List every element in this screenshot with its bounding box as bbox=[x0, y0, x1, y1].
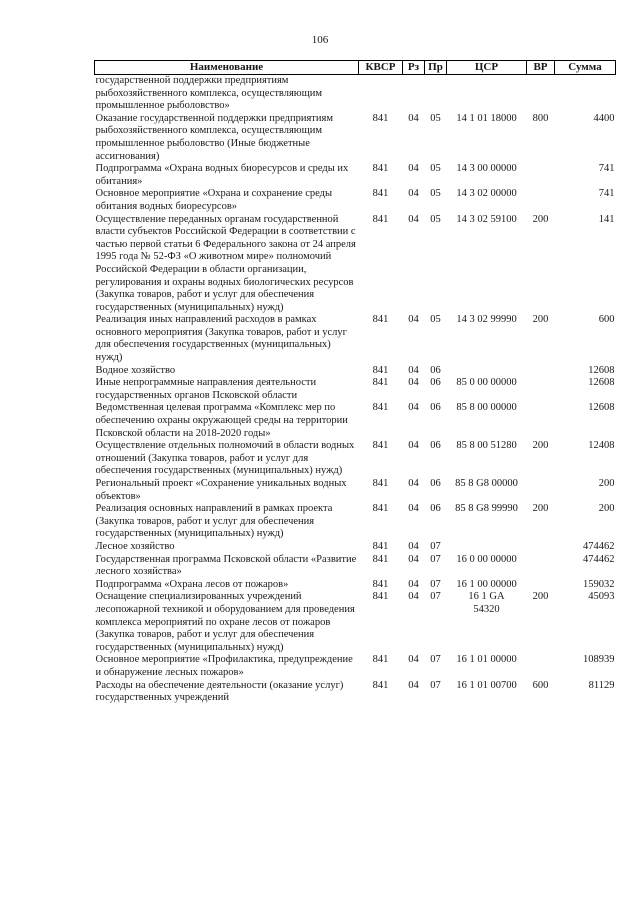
cell-rz: 04 bbox=[408, 377, 419, 389]
cell-rz: 04 bbox=[408, 213, 419, 225]
cell-pr bbox=[425, 75, 447, 113]
cell-kvsr: 841 bbox=[372, 654, 389, 666]
cell-name: Оказание государственной поддержки предприятиям рыбохозяйственного комплекса, осуществляющим промышленное рыболовство (Иные бюджетные ассигнования) bbox=[95, 112, 333, 162]
cell-name: Оснащение специализированных учреждений лесопожарной техникой и оборудованием для проведения комплекса мероприятий по охране лесов от пожаров (Закупка товаров, работ и услуг для обеспечения государственных (муниципальных) нужд) bbox=[95, 591, 355, 653]
cell-rz: 04 bbox=[408, 314, 419, 326]
table-row bbox=[95, 188, 616, 213]
cell-vr bbox=[527, 554, 555, 579]
cell-csr: 16 1 GA 54320 bbox=[468, 591, 505, 615]
cell-rz bbox=[403, 75, 425, 113]
cell-name: Расходы на обеспечение деятельности (оказание услуг) государственных учреждений bbox=[95, 679, 344, 704]
cell-sum: 4400 bbox=[593, 112, 615, 124]
cell-rz: 04 bbox=[408, 402, 419, 414]
cell-kvsr: 841 bbox=[372, 540, 389, 552]
cell-name: Водное хозяйство bbox=[95, 364, 176, 376]
cell-csr: 14 1 01 18000 bbox=[456, 112, 517, 124]
cell-rz: 04 bbox=[408, 163, 419, 175]
cell-name: Осуществление отдельных полномочий в области водных отношений (Закупка товаров, работ и услуг для обеспечения государственных (муниципальных) нужд) bbox=[95, 440, 355, 477]
cell-name: Иные непрограммные направления деятельности государственных органов Псковской области bbox=[95, 377, 317, 401]
cell-pr: 06 bbox=[430, 440, 441, 452]
table-row bbox=[95, 503, 616, 541]
table-row bbox=[95, 365, 616, 378]
table-header-row bbox=[95, 61, 616, 75]
header-csr: ЦСР bbox=[447, 61, 527, 75]
cell-name: Реализация иных направлений расходов в рамках основного мероприятия (Закупка товаров, работ и услуг для обеспечения государственных (муниципальных) нужд) bbox=[95, 314, 347, 364]
cell-csr: 85 8 G8 99990 bbox=[455, 503, 518, 515]
cell-vr bbox=[527, 402, 555, 440]
header-vr: ВР bbox=[527, 61, 555, 75]
cell-vr: 200 bbox=[532, 314, 549, 326]
cell-sum: 741 bbox=[598, 188, 615, 200]
cell-pr: 07 bbox=[430, 679, 441, 691]
cell-sum: 45093 bbox=[588, 591, 615, 603]
cell-sum: 200 bbox=[598, 478, 615, 489]
cell-sum: 12608 bbox=[588, 364, 615, 376]
cell-pr: 07 bbox=[430, 578, 441, 590]
cell-rz: 04 bbox=[408, 540, 419, 552]
cell-vr bbox=[527, 163, 555, 188]
cell-rz: 04 bbox=[408, 578, 419, 590]
cell-csr: 14 3 02 99990 bbox=[456, 314, 517, 326]
table-row bbox=[95, 377, 616, 402]
cell-csr bbox=[447, 75, 527, 113]
table-row bbox=[95, 654, 616, 679]
cell-kvsr: 841 bbox=[372, 314, 389, 326]
cell-rz: 04 bbox=[408, 591, 419, 603]
cell-kvsr bbox=[359, 75, 403, 113]
cell-name: Подпрограмма «Охрана лесов от пожаров» bbox=[95, 578, 289, 590]
cell-csr: 14 3 02 00000 bbox=[456, 188, 517, 200]
cell-sum: 108939 bbox=[583, 654, 615, 666]
cell-vr bbox=[527, 654, 555, 679]
cell-name: государственной поддержки предприятиям рыбохозяйственного комплекса, осуществляющим промышленное рыболовство» bbox=[95, 75, 322, 112]
cell-sum: 600 bbox=[598, 314, 615, 326]
cell-csr: 16 0 00 00000 bbox=[456, 553, 517, 565]
cell-pr: 05 bbox=[430, 188, 441, 200]
table-row bbox=[95, 214, 616, 315]
cell-name: Основное мероприятие «Охрана и сохранение среды обитания водных биоресурсов» bbox=[95, 188, 333, 212]
cell-pr: 06 bbox=[430, 503, 441, 515]
cell-rz: 04 bbox=[408, 364, 419, 376]
cell-pr: 05 bbox=[430, 112, 441, 124]
cell-name: Осуществление переданных органам государственной власти субъектов Российской Федерации в соответствии с частью первой статьи 6 Федерального закона от 24 апреля 1995 года № 52-ФЗ «О животном мире» полномочий Российской Федерации в области организации, регулирования и охраны водных биологических ресурсов (Закупка товаров, работ и услуг для обеспечения государственных (муниципальных) нужд) bbox=[95, 213, 356, 313]
cell-rz: 04 bbox=[408, 654, 419, 666]
header-kvsr: КВСР bbox=[359, 61, 403, 75]
cell-csr: 16 1 00 00000 bbox=[456, 578, 517, 590]
cell-csr bbox=[447, 365, 527, 378]
cell-kvsr: 841 bbox=[372, 503, 389, 515]
cell-kvsr: 841 bbox=[372, 188, 389, 200]
cell-vr bbox=[527, 365, 555, 378]
cell-pr: 06 bbox=[430, 402, 441, 414]
cell-name: Реализация основных направлений в рамках проекта (Закупка товаров, работ и услуг для обеспечения государственных (муниципальных) нужд) bbox=[95, 503, 333, 540]
cell-rz: 04 bbox=[408, 478, 419, 489]
table-row bbox=[95, 478, 616, 503]
table-row bbox=[95, 163, 616, 188]
cell-vr: 600 bbox=[532, 679, 549, 691]
cell-name: Подпрограмма «Охрана водных биоресурсов и среды их обитания» bbox=[95, 163, 349, 187]
page-number: 106 bbox=[311, 34, 329, 46]
cell-vr: 200 bbox=[532, 440, 549, 452]
cell-vr: 800 bbox=[532, 112, 549, 124]
table-row bbox=[95, 113, 616, 163]
table-row bbox=[95, 75, 616, 113]
cell-kvsr: 841 bbox=[372, 112, 389, 124]
cell-pr: 05 bbox=[430, 163, 441, 175]
cell-sum: 12608 bbox=[588, 377, 615, 389]
cell-sum: 200 bbox=[598, 503, 615, 515]
cell-name: Региональный проект «Сохранение уникальных водных объектов» bbox=[95, 478, 347, 502]
cell-sum: 741 bbox=[598, 163, 615, 175]
cell-kvsr: 841 bbox=[372, 478, 389, 489]
cell-pr: 05 bbox=[430, 314, 441, 326]
cell-rz: 04 bbox=[408, 112, 419, 124]
cell-sum: 81129 bbox=[588, 679, 615, 691]
cell-name: Основное мероприятие «Профилактика, предупреждение и обнаружение лесных пожаров» bbox=[95, 654, 353, 678]
cell-pr: 07 bbox=[430, 654, 441, 666]
cell-pr: 07 bbox=[430, 553, 441, 565]
cell-kvsr: 841 bbox=[372, 578, 389, 590]
cell-kvsr: 841 bbox=[372, 377, 389, 389]
table-row bbox=[95, 554, 616, 579]
cell-pr: 06 bbox=[430, 478, 441, 489]
cell-pr: 06 bbox=[430, 364, 441, 376]
cell-sum: 12408 bbox=[588, 440, 615, 452]
cell-rz: 04 bbox=[408, 503, 419, 515]
cell-kvsr: 841 bbox=[372, 364, 389, 376]
cell-sum bbox=[555, 75, 616, 113]
header-rz: Рз bbox=[403, 61, 425, 75]
cell-rz: 04 bbox=[408, 679, 419, 691]
cell-pr: 07 bbox=[430, 540, 441, 552]
table-row bbox=[95, 579, 616, 592]
cell-pr: 06 bbox=[430, 377, 441, 389]
cell-rz: 04 bbox=[408, 553, 419, 565]
cell-kvsr: 841 bbox=[372, 591, 389, 603]
cell-csr: 16 1 01 00700 bbox=[456, 679, 517, 691]
budget-table bbox=[94, 60, 616, 705]
cell-pr: 07 bbox=[430, 591, 441, 603]
cell-csr: 14 3 02 59100 bbox=[456, 213, 517, 225]
cell-vr bbox=[527, 75, 555, 113]
cell-vr bbox=[527, 478, 555, 503]
cell-csr: 85 8 G8 00000 bbox=[455, 478, 518, 489]
cell-pr: 05 bbox=[430, 213, 441, 225]
cell-csr: 85 8 00 00000 bbox=[456, 402, 517, 414]
cell-csr: 85 8 00 51280 bbox=[456, 440, 517, 452]
cell-kvsr: 841 bbox=[372, 213, 389, 225]
table-row bbox=[95, 680, 616, 705]
cell-name: Ведомственная целевая программа «Комплекс мер по обеспечению охраны окружающей среды на территории Псковской области на 2018-2020 годы» bbox=[95, 402, 348, 439]
table-row bbox=[95, 440, 616, 478]
cell-vr: 200 bbox=[532, 591, 549, 603]
table-row bbox=[95, 591, 616, 654]
cell-csr: 14 3 00 00000 bbox=[456, 163, 517, 175]
cell-name: Лесное хозяйство bbox=[95, 540, 175, 552]
table-body bbox=[95, 75, 616, 705]
header-sum: Сумма bbox=[555, 61, 616, 75]
cell-rz: 04 bbox=[408, 188, 419, 200]
cell-vr bbox=[527, 541, 555, 554]
cell-kvsr: 841 bbox=[372, 553, 389, 565]
cell-csr bbox=[447, 541, 527, 554]
cell-rz: 04 bbox=[408, 440, 419, 452]
cell-vr: 200 bbox=[532, 213, 549, 225]
table-row bbox=[95, 402, 616, 440]
cell-kvsr: 841 bbox=[372, 402, 389, 414]
cell-kvsr: 841 bbox=[372, 679, 389, 691]
header-name: Наименование bbox=[95, 61, 359, 75]
cell-sum: 141 bbox=[598, 213, 615, 225]
cell-sum: 159032 bbox=[583, 578, 615, 590]
cell-sum: 474462 bbox=[583, 553, 615, 565]
cell-vr bbox=[527, 188, 555, 213]
header-pr: Пр bbox=[425, 61, 447, 75]
cell-vr bbox=[527, 377, 555, 402]
cell-vr bbox=[527, 579, 555, 592]
table-row bbox=[95, 541, 616, 554]
cell-csr: 85 0 00 00000 bbox=[456, 377, 517, 389]
table-row bbox=[95, 314, 616, 364]
cell-csr: 16 1 01 00000 bbox=[456, 654, 517, 666]
cell-vr: 200 bbox=[532, 503, 549, 515]
cell-name: Государственная программа Псковской области «Развитие лесного хозяйства» bbox=[95, 553, 357, 578]
cell-kvsr: 841 bbox=[372, 440, 389, 452]
cell-sum: 12608 bbox=[588, 402, 615, 414]
cell-sum: 474462 bbox=[583, 540, 615, 552]
cell-kvsr: 841 bbox=[372, 163, 389, 175]
